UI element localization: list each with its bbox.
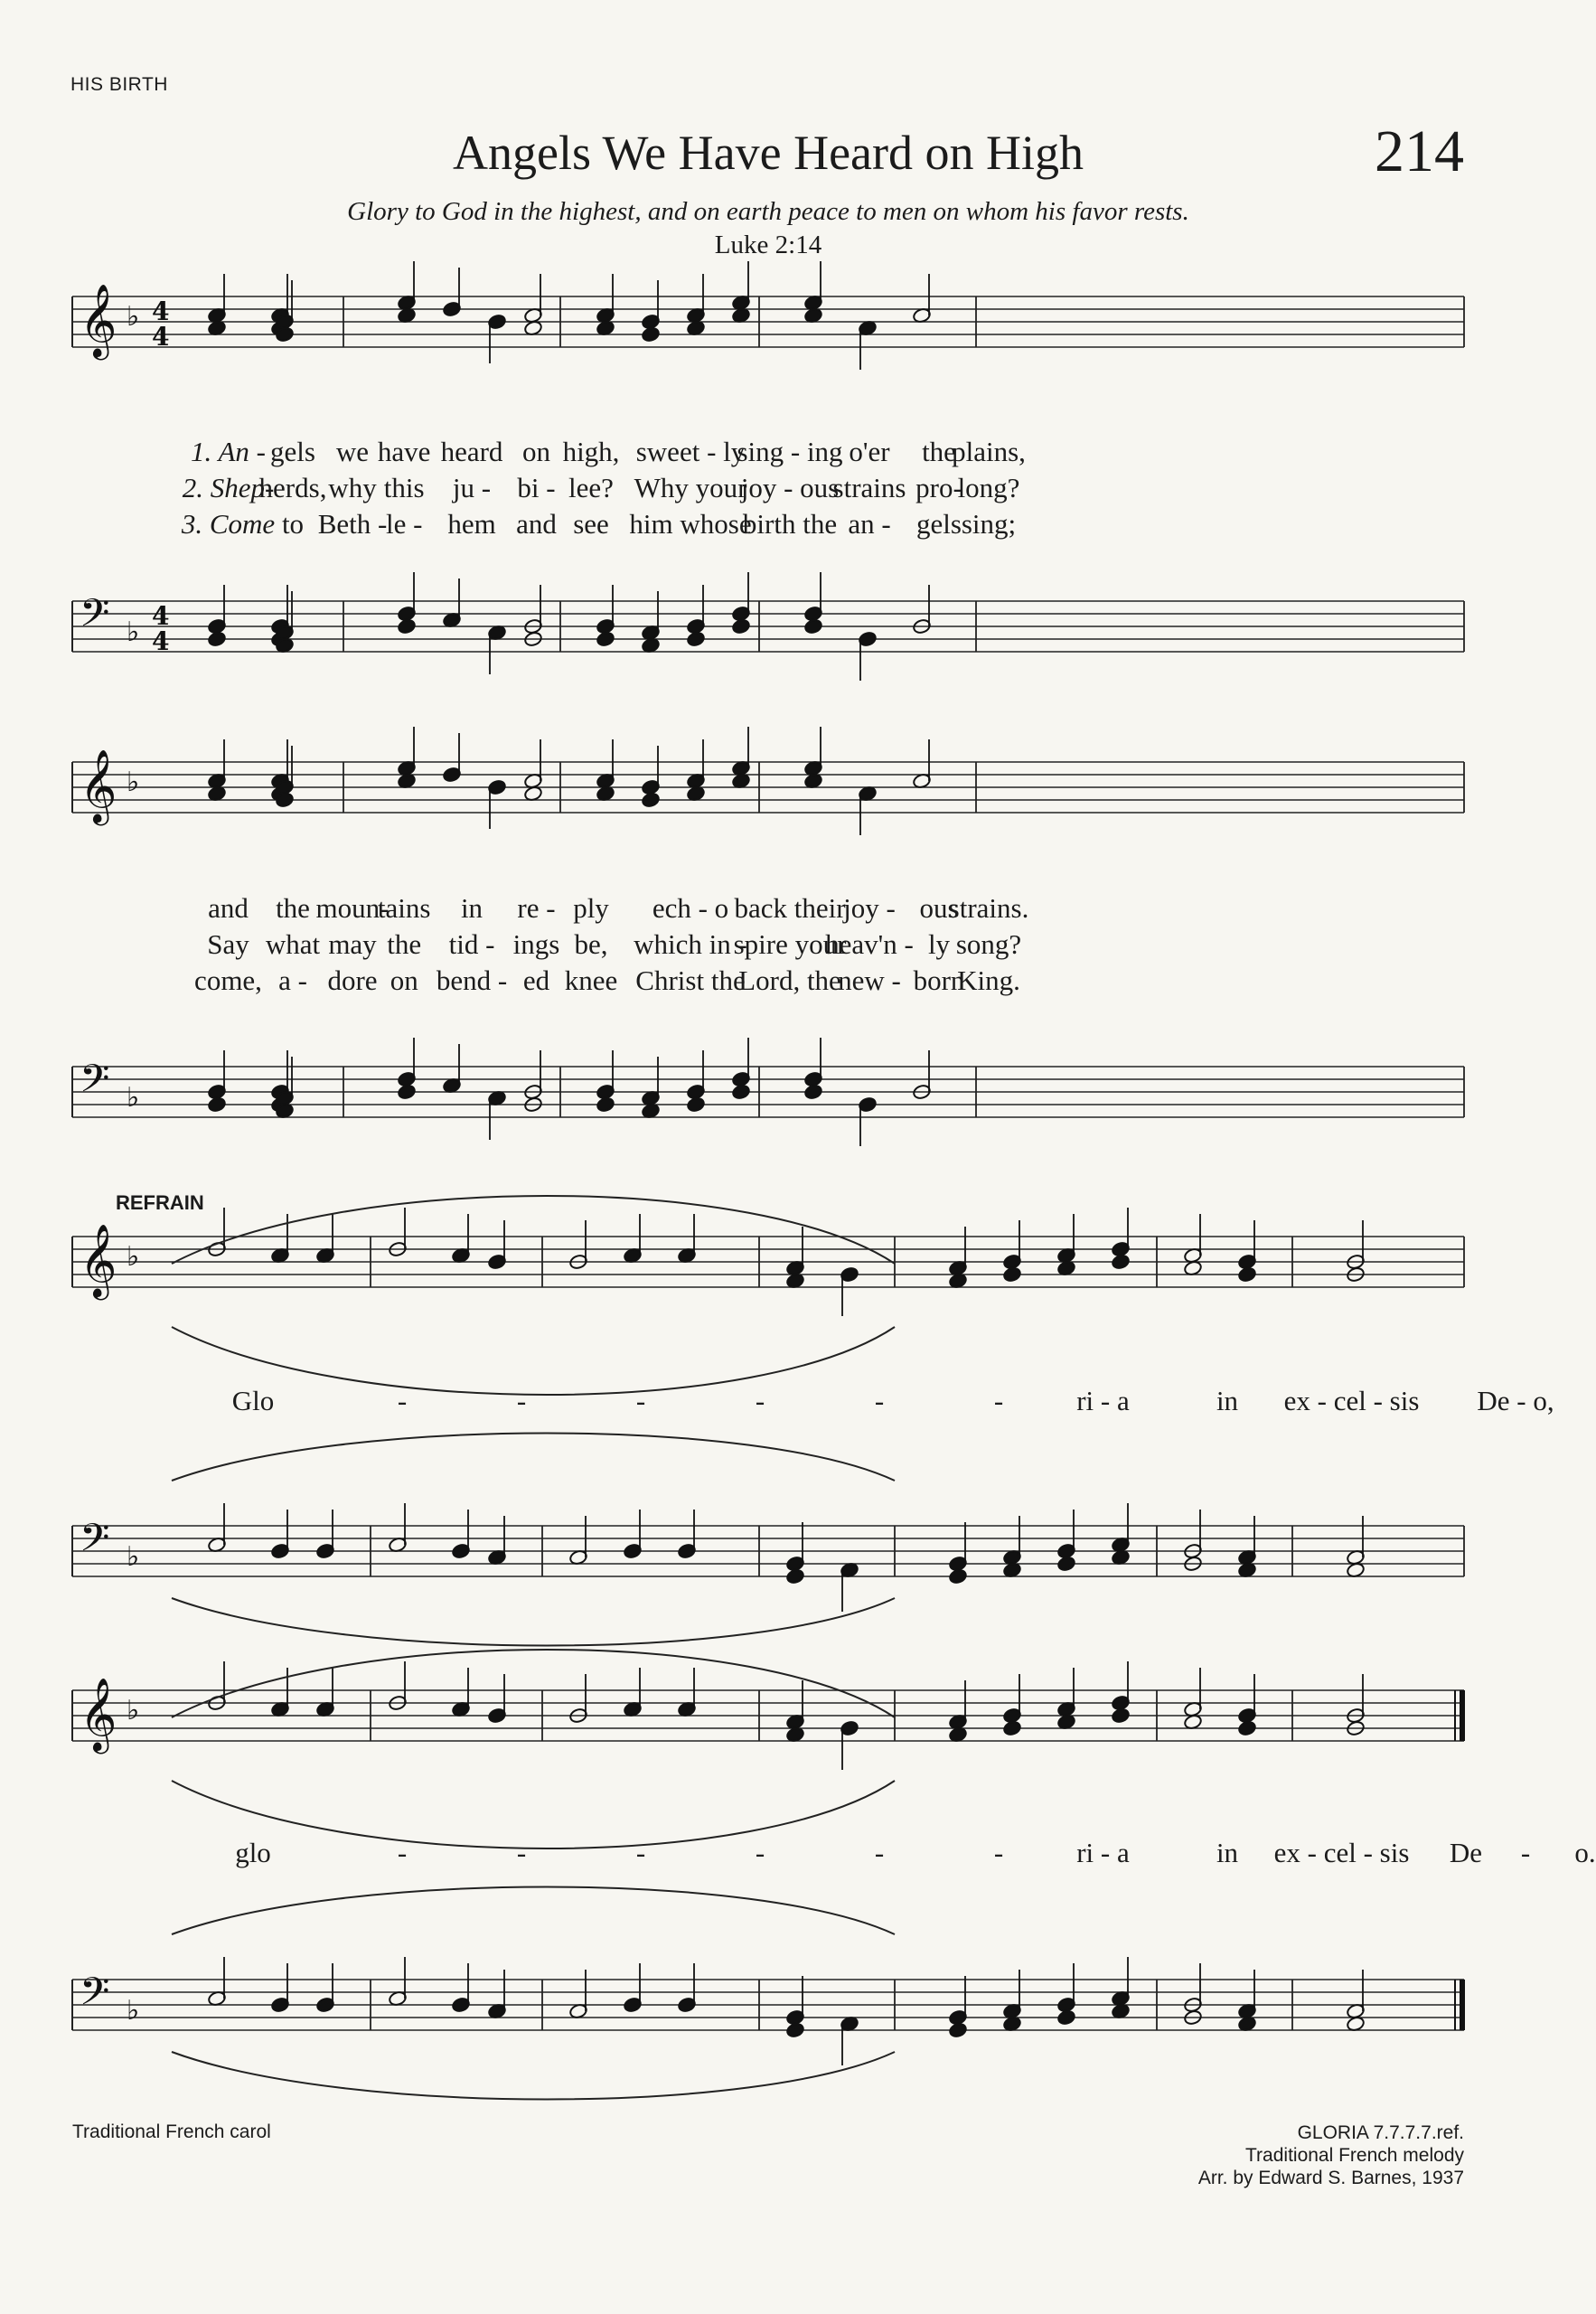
hymn-number: 214 <box>1375 118 1464 184</box>
lyric-syllable: may <box>328 928 377 960</box>
note-head <box>803 618 822 635</box>
time-signature: 4 <box>152 626 170 656</box>
lyric-syllable: tains <box>377 892 431 924</box>
lyric-syllable: - <box>1520 1837 1531 1868</box>
lyric-syllable: dore <box>327 964 378 996</box>
lyric-line-verse-1 <box>72 892 1464 928</box>
slur <box>172 1434 895 1482</box>
note-head <box>686 1096 705 1113</box>
lyric-syllable: spire your <box>733 928 847 960</box>
lyric-syllable: gels <box>270 436 315 467</box>
lyric-syllable: birth the <box>742 508 838 540</box>
lyric-syllable: ous <box>919 892 959 924</box>
lyric-syllable: see <box>573 508 609 540</box>
note-head <box>596 631 615 647</box>
text-source: Traditional French carol <box>72 2121 271 2142</box>
lyric-syllable: sweet - ly <box>635 436 746 467</box>
lyric-syllable: ri - a <box>1076 1837 1130 1868</box>
lyric-syllable: we <box>335 436 370 467</box>
lyric-syllable: ex - cel - sis <box>1283 1385 1420 1416</box>
lyric-syllable: moun- <box>315 892 390 924</box>
lyric-syllable: joy - <box>843 892 896 924</box>
bass-clef-icon: 𝄢 <box>80 1970 110 2024</box>
lyric-syllable: King. <box>957 964 1020 996</box>
tune-name: GLORIA 7.7.7.7.ref. <box>1297 2122 1464 2143</box>
lyric-syllable: bi - <box>517 472 556 503</box>
note-head <box>1111 1707 1130 1724</box>
lyric-syllable: - <box>516 1385 527 1416</box>
lyric-syllable: - <box>516 1837 527 1868</box>
note-head <box>641 792 660 808</box>
note-head <box>1002 1266 1021 1283</box>
note-head <box>397 618 416 635</box>
note-head <box>1056 1556 1075 1572</box>
lyric-syllable: 3. Come <box>181 508 276 540</box>
lyric-syllable: knee <box>564 964 618 996</box>
lyric-line-refrain-2 <box>72 1837 1596 1873</box>
lyric-syllable: - <box>993 1837 1004 1868</box>
lyric-syllable: De - o, <box>1477 1385 1554 1416</box>
lyric-syllable: glo <box>235 1837 271 1868</box>
arrangement-credit: Arr. by Edward S. Barnes, 1937 <box>1197 2168 1464 2188</box>
lyric-syllable: Why your <box>634 472 747 503</box>
slur <box>172 1887 895 1935</box>
lyric-syllable: Say <box>207 928 249 960</box>
lyric-syllable: ply <box>573 892 609 924</box>
flat-icon: ♭ <box>127 767 140 798</box>
lyric-syllable: ed <box>522 964 550 996</box>
lyric-syllable: ju - <box>452 472 492 503</box>
flat-icon: ♭ <box>127 1241 140 1273</box>
lyric-syllable: 1. An - <box>191 436 266 467</box>
note-head <box>785 2022 804 2038</box>
treble-clef-icon: 𝄞 <box>80 748 117 823</box>
lyric-syllable: ech - o <box>652 892 729 924</box>
lyric-syllable: ings <box>512 928 560 960</box>
lyric-syllable: what <box>265 928 321 960</box>
lyric-syllable: - <box>874 1385 885 1416</box>
lyric-syllable: new - <box>838 964 901 996</box>
lyric-syllable: long? <box>957 472 1020 503</box>
tune-credits <box>1198 2121 1464 2189</box>
lyric-syllable: the <box>922 436 956 467</box>
lyric-syllable: le - <box>385 508 423 540</box>
note-head <box>641 326 660 343</box>
note-head <box>596 1096 615 1113</box>
lyric-syllable: strains <box>832 472 906 503</box>
treble-clef-icon: 𝄞 <box>80 1677 117 1751</box>
note-head <box>785 1568 804 1585</box>
treble-clef-icon: 𝄞 <box>80 1223 117 1297</box>
lyric-syllable: song? <box>955 928 1022 960</box>
lyric-syllable: why <box>328 472 377 503</box>
lyric-syllable: and <box>208 892 249 924</box>
lyric-syllable: ly <box>927 928 951 960</box>
lyric-line-verse-2 <box>72 472 1464 508</box>
note-head <box>397 1084 416 1100</box>
lyric-syllable: high, <box>562 436 620 467</box>
lyric-syllable: Glo <box>231 1385 275 1416</box>
bass-clef-icon: 𝄢 <box>80 1057 110 1111</box>
scripture-reference: Luke 2:14 <box>714 230 822 259</box>
slur <box>172 1598 895 1646</box>
lyric-syllable: on <box>390 964 418 996</box>
music-system-2 <box>72 737 1464 1134</box>
lyric-syllable: on <box>522 436 550 467</box>
note-head <box>1237 1720 1256 1736</box>
epigraph: Glory to God in the highest, and on earth peace to men on whom his favor rests. <box>347 197 1189 226</box>
lyric-line-refrain-1 <box>72 1385 1554 1421</box>
lyric-syllable: - <box>755 1837 765 1868</box>
hymn-title: Angels We Have Heard on High <box>453 126 1084 180</box>
bass-clef-icon: 𝄢 <box>80 1516 110 1570</box>
lyric-syllable: pro- <box>915 472 962 503</box>
lyric-syllable: 2. Shep- <box>182 472 275 503</box>
lyric-syllable: ex - cel - sis <box>1273 1837 1410 1868</box>
note-head <box>1111 1254 1130 1270</box>
lyric-syllable: back their <box>734 892 846 924</box>
refrain-label: REFRAIN <box>116 1191 204 1214</box>
lyric-syllable: which in - <box>634 928 747 960</box>
time-signature: 4 <box>152 322 170 352</box>
lyric-syllable: - <box>397 1385 408 1416</box>
lyric-syllable: hem <box>447 508 496 540</box>
lyric-line-verse-3 <box>72 964 1464 1001</box>
note-head <box>731 618 750 635</box>
lyric-syllable: the <box>387 928 422 960</box>
lyric-syllable: ri - a <box>1076 1385 1130 1416</box>
lyric-syllable: Christ the <box>635 964 746 996</box>
lyric-syllable: gels <box>916 508 962 540</box>
note-head <box>1056 2009 1075 2026</box>
lyric-syllable: lee? <box>568 472 614 503</box>
music-system-3 <box>72 1191 1554 1625</box>
flat-icon: ♭ <box>127 1695 140 1726</box>
lyric-syllable: in <box>1216 1837 1239 1868</box>
music-system-4 <box>72 1645 1596 2070</box>
lyric-syllable: - <box>874 1837 885 1868</box>
lyric-syllable: heard <box>440 436 503 467</box>
lyric-syllable: Beth - <box>317 508 388 540</box>
lyric-line-verse-2 <box>72 928 1464 964</box>
tune-source: Traditional French melody <box>1245 2145 1464 2166</box>
note-head <box>207 631 226 647</box>
music-system-1 <box>72 271 1464 669</box>
note-head <box>686 631 705 647</box>
note-head <box>803 1084 822 1100</box>
lyric-syllable: o'er <box>849 436 890 467</box>
lyric-syllable: and <box>516 508 557 540</box>
treble-clef-icon: 𝄞 <box>80 283 117 357</box>
lyric-syllable: this <box>383 472 425 503</box>
flat-icon: ♭ <box>127 1082 140 1114</box>
lyric-line-verse-1 <box>72 436 1464 472</box>
lyric-syllable: - <box>397 1837 408 1868</box>
lyric-syllable: bend - <box>436 964 508 996</box>
lyric-syllable: - <box>993 1385 1004 1416</box>
lyric-syllable: in <box>460 892 483 924</box>
lyric-syllable: a - <box>278 964 307 996</box>
note-head <box>1237 1266 1256 1283</box>
lyric-syllable: come, <box>194 964 262 996</box>
lyric-syllable: sing - ing <box>737 436 843 467</box>
lyric-syllable: to <box>281 508 305 540</box>
lyric-syllable: - <box>755 1385 765 1416</box>
note-head <box>948 1568 967 1585</box>
flat-icon: ♭ <box>127 616 140 648</box>
flat-icon: ♭ <box>127 1541 140 1573</box>
lyric-syllable: - <box>635 1385 646 1416</box>
bass-clef-icon: 𝄢 <box>80 591 110 645</box>
lyric-syllable: the <box>276 892 310 924</box>
lyric-syllable: re - <box>517 892 556 924</box>
lyric-syllable: joy - ous <box>740 472 840 503</box>
lyric-syllable: strains. <box>948 892 1029 924</box>
lyric-syllable: be, <box>574 928 608 960</box>
lyric-syllable: heav'n - <box>825 928 914 960</box>
lyric-syllable: Lord, the <box>738 964 841 996</box>
note-head <box>1002 1720 1021 1736</box>
note-head <box>948 2022 967 2038</box>
lyric-line-verse-3 <box>72 508 1464 544</box>
section-label: HIS BIRTH <box>70 74 168 95</box>
lyric-syllable: De <box>1449 1837 1483 1868</box>
note-head <box>731 1084 750 1100</box>
flat-icon: ♭ <box>127 301 140 333</box>
lyric-syllable: him whose <box>629 508 752 540</box>
lyric-syllable: o. <box>1574 1837 1596 1868</box>
lyric-syllable: - <box>635 1837 646 1868</box>
lyric-syllable: born <box>913 964 965 996</box>
time-signature: 4 <box>152 296 170 326</box>
lyric-syllable: have <box>377 436 431 467</box>
slur <box>172 2052 895 2100</box>
lyric-syllable: in <box>1216 1385 1239 1416</box>
lyric-syllable: plains, <box>952 436 1026 467</box>
lyric-syllable: herds, <box>258 472 327 503</box>
note-head <box>207 1096 226 1113</box>
time-signature: 4 <box>152 601 170 631</box>
flat-icon: ♭ <box>127 1995 140 2027</box>
lyric-syllable: sing; <box>961 508 1017 540</box>
lyric-syllable: tid - <box>448 928 495 960</box>
lyric-syllable: an - <box>848 508 891 540</box>
